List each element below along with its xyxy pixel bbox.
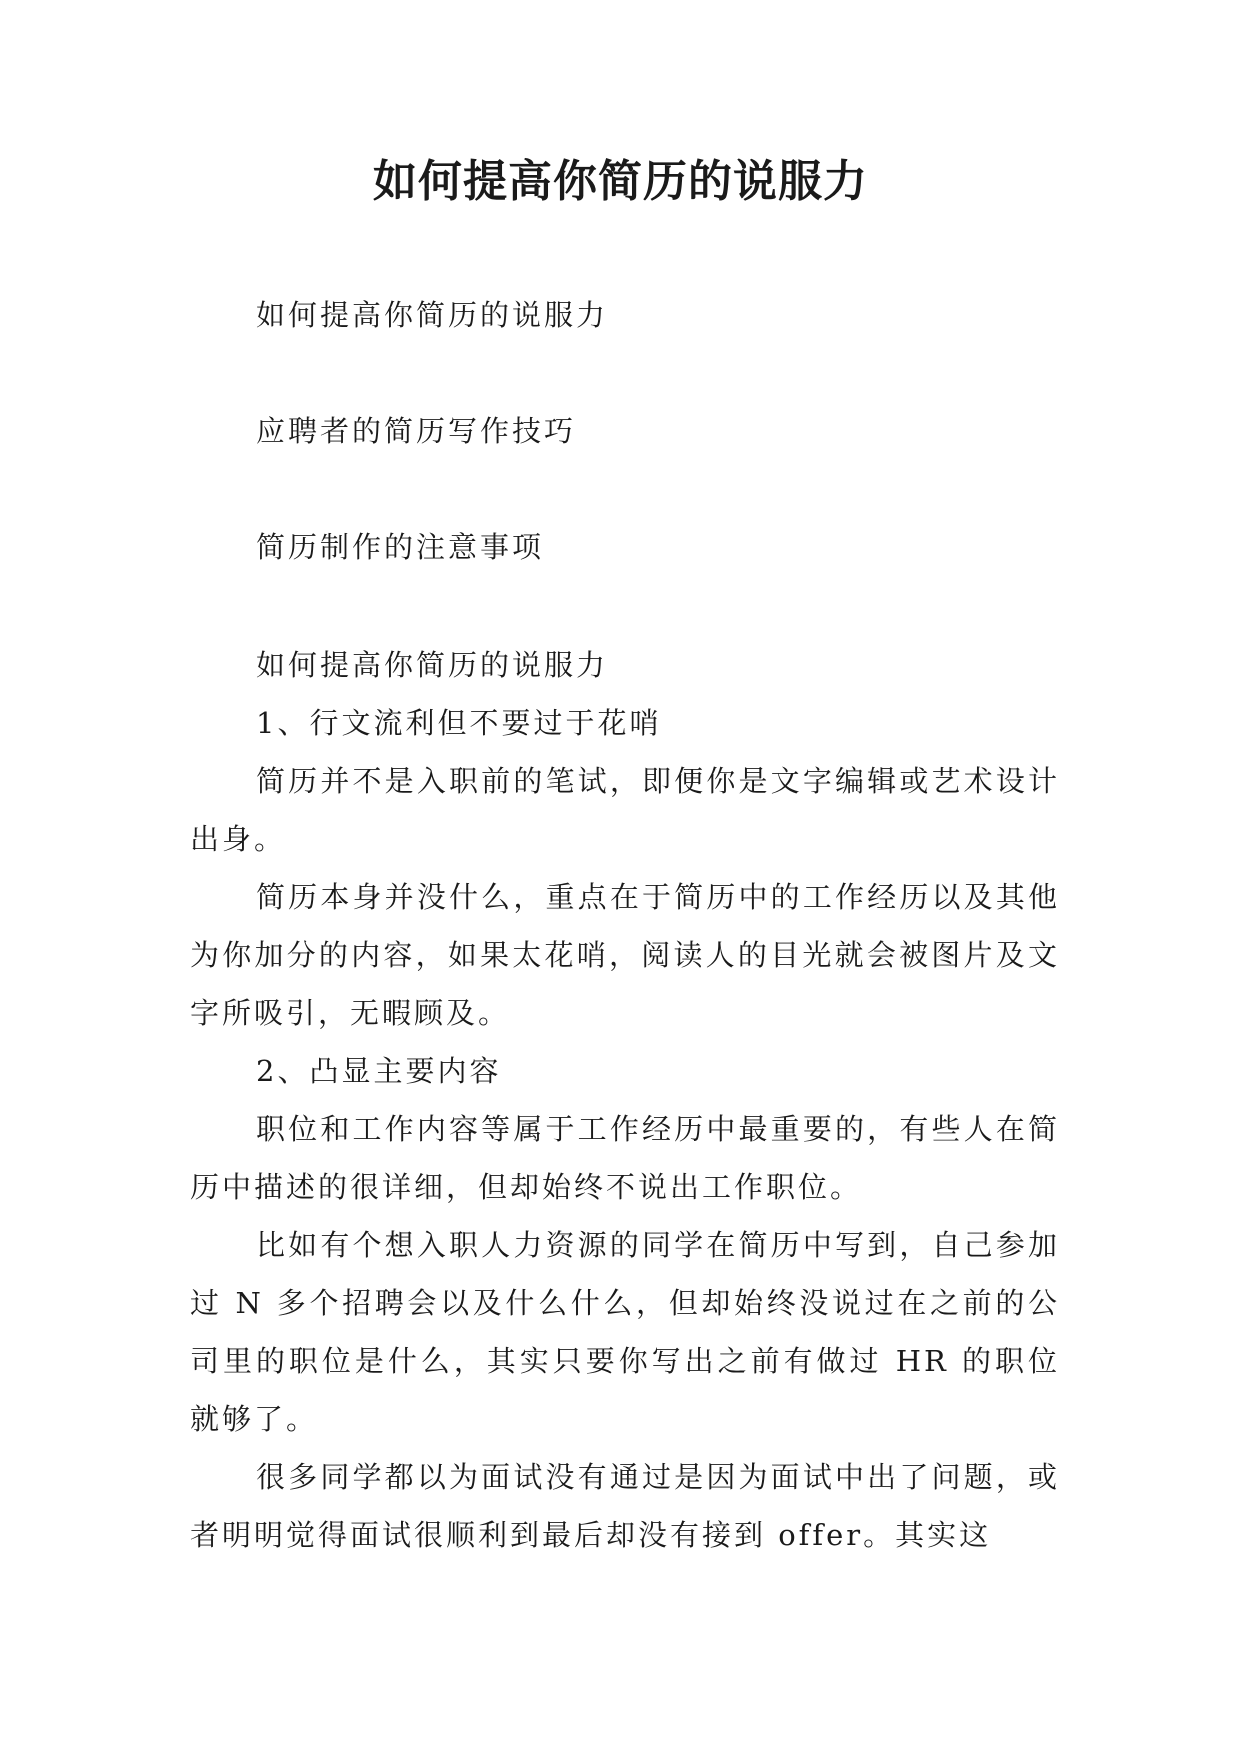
subheading: 2、凸显主要内容 [256, 1054, 502, 1088]
toc-item: 简历制作的注意事项 [256, 530, 545, 564]
toc-item: 应聘者的简历写作技巧 [256, 414, 577, 448]
paragraph: 简历并不是入职前的笔试，即便你是文字编辑或艺术设计出身。 [190, 764, 1060, 856]
document-body [190, 636, 1060, 1564]
toc-item: 如何提高你简历的说服力 [256, 298, 609, 332]
paragraph: 很多同学都以为面试没有通过是因为面试中出了问题，或者明明觉得面试很顺利到最后却没有接到 offer。其实这 [190, 1460, 1060, 1552]
paragraph: 职位和工作内容等属于工作经历中最重要的，有些人在简历中描述的很详细，但却始终不说出工作职位。 [190, 1112, 1060, 1204]
paragraph: 比如有个想入职人力资源的同学在简历中写到，自己参加过 N 多个招聘会以及什么什么，但却始终没说过在之前的公司里的职位是什么，其实只要你写出之前有做过 HR 的职位就够了。 [190, 1228, 1060, 1436]
table-of-contents [190, 286, 1060, 634]
subheading: 1、行文流利但不要过于花哨 [256, 706, 662, 740]
document-title: 如何提高你简历的说服力 [373, 156, 868, 207]
section-heading: 如何提高你简历的说服力 [256, 648, 609, 682]
paragraph: 简历本身并没什么，重点在于简历中的工作经历以及其他为你加分的内容，如果太花哨，阅读人的目光就会被图片及文字所吸引，无暇顾及。 [190, 880, 1060, 1030]
